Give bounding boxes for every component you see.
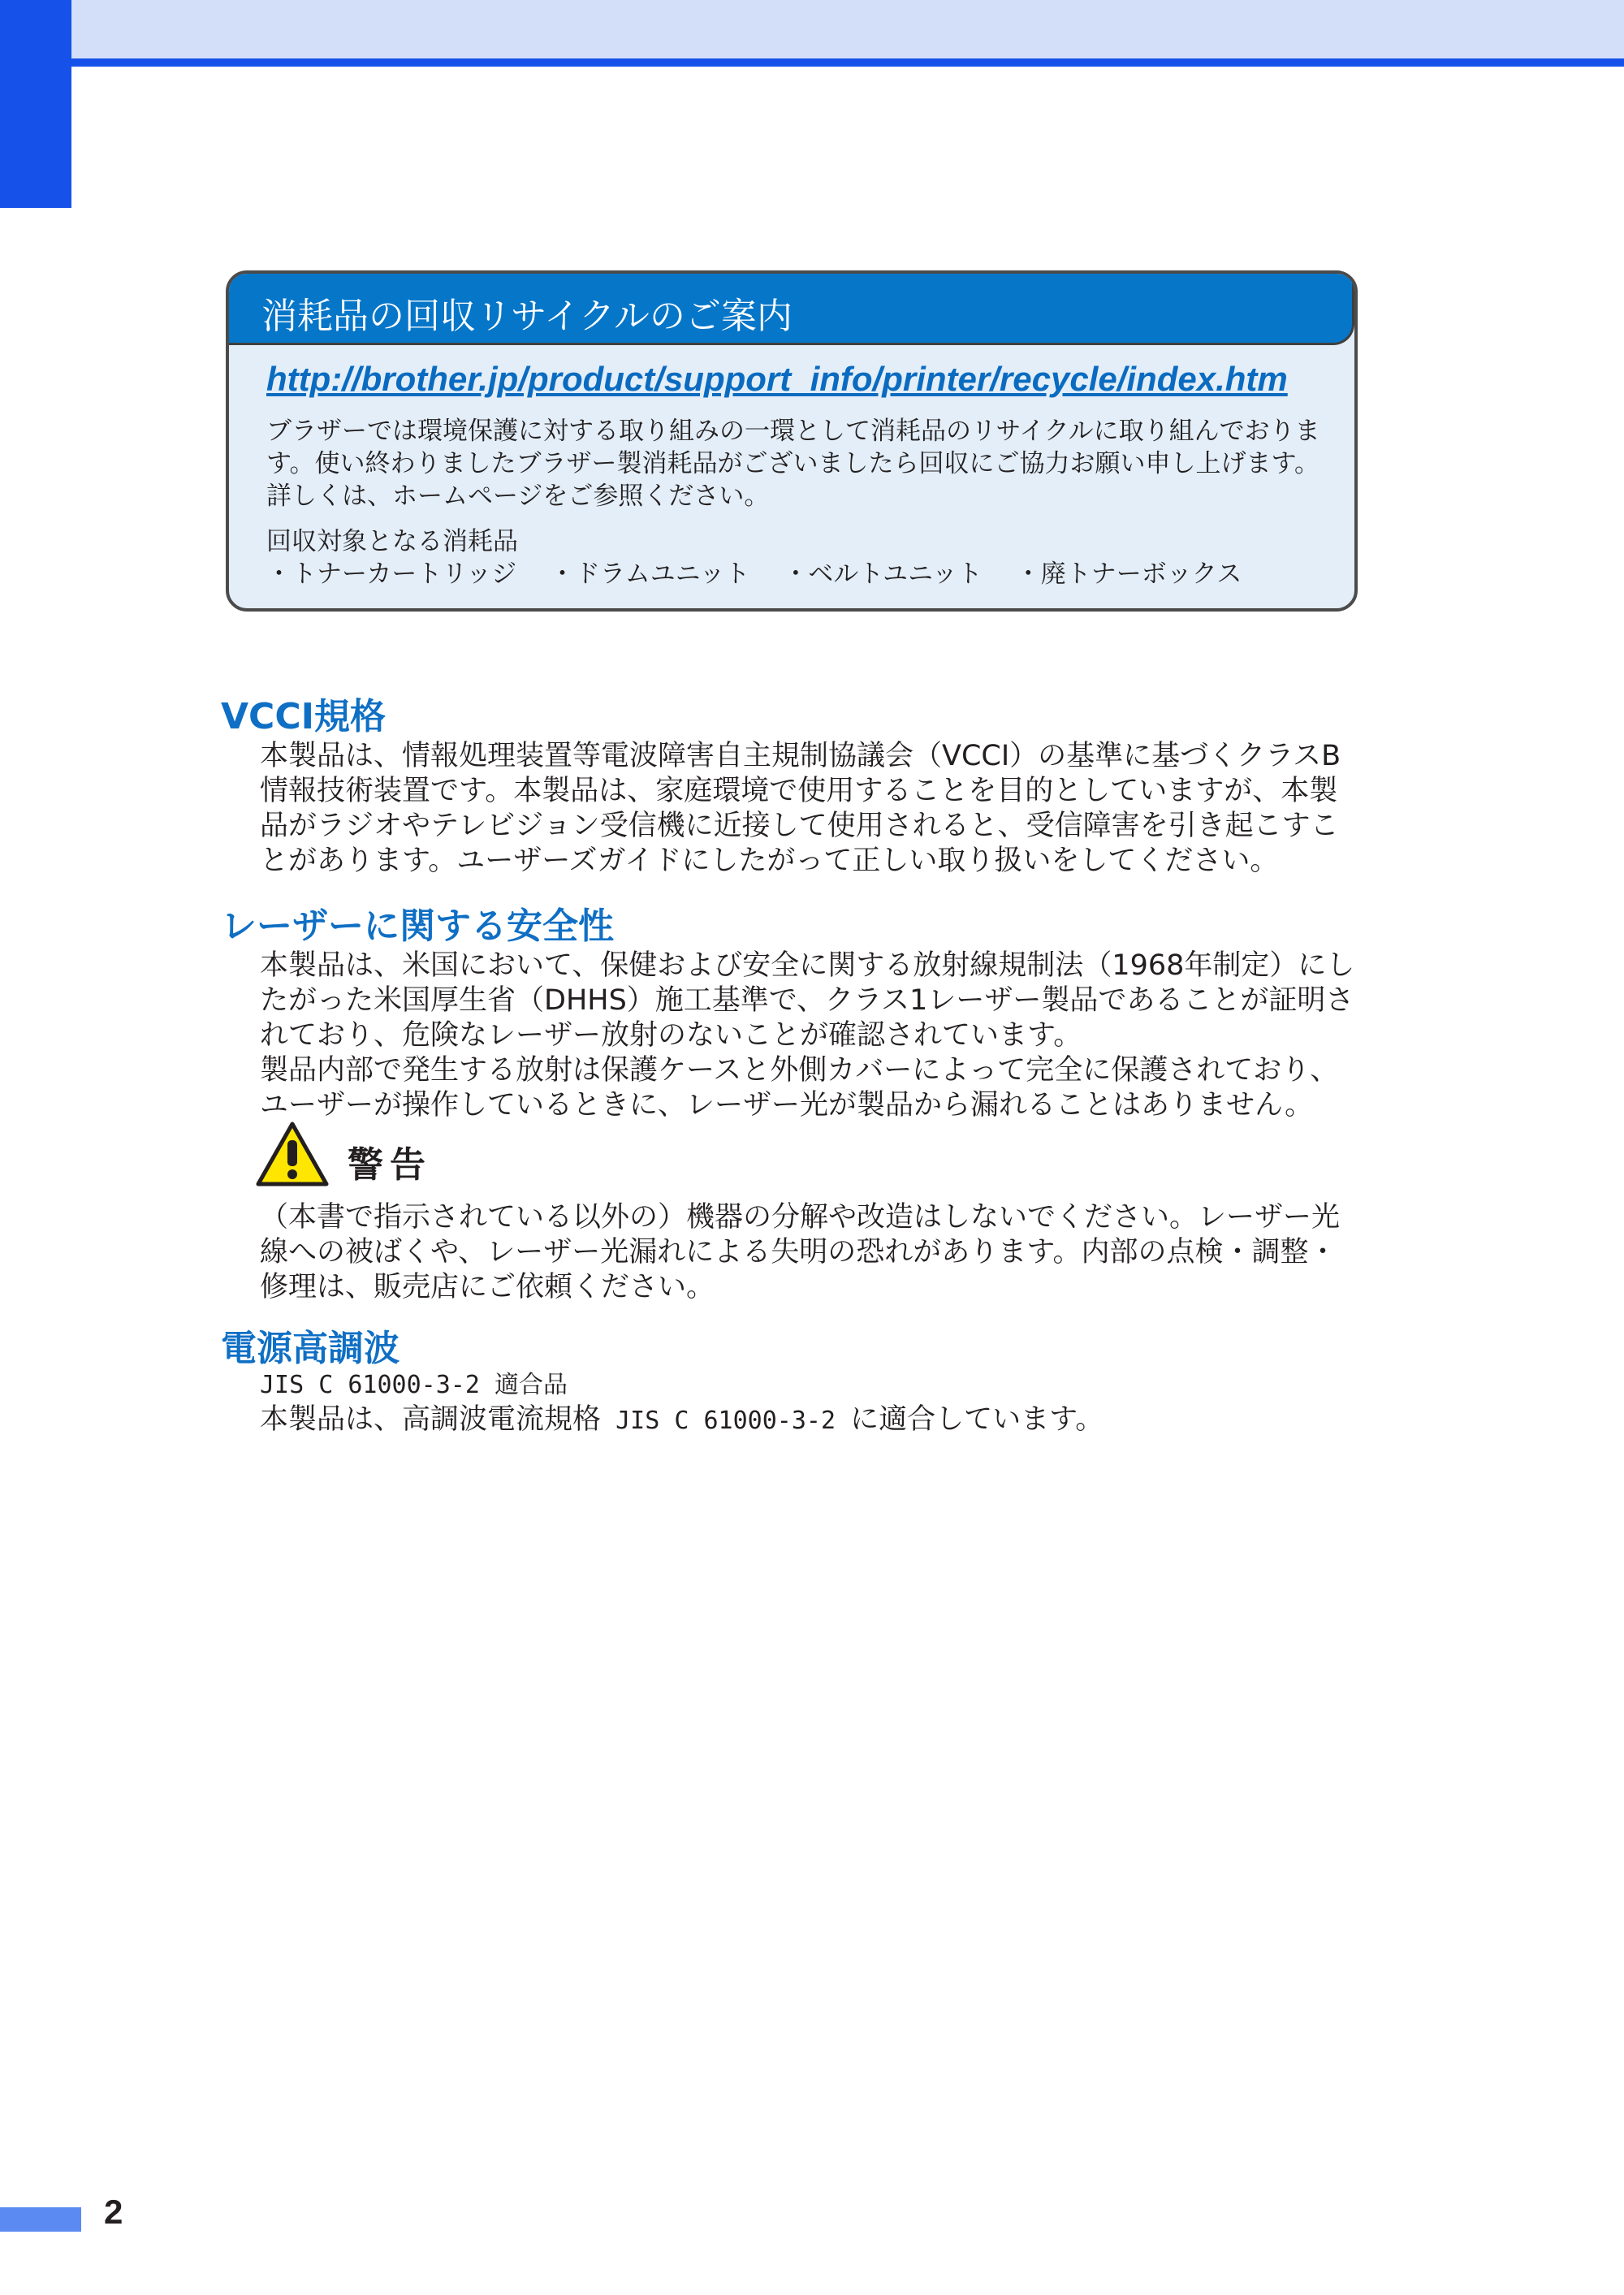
recycle-title: 消耗品の回収リサイクルのご案内 [261, 296, 793, 337]
page-number-bar [0, 2207, 81, 2232]
recycle-info-box [226, 270, 1358, 612]
warning-icon [255, 1121, 330, 1187]
chapter-tab [0, 0, 71, 208]
recycle-item: ・廃トナーボックス [1015, 560, 1242, 589]
harmonics-compliance-line: JIS C 61000-3-2 適合品 [260, 1371, 568, 1399]
laser-safety-text: 本製品は、米国において、保健および安全に関する放射線規制法（1968年制定）にしたがった米国厚生省（DHHS）施工基準で、クラス1レーザー製品であることが証明されており、危険なレーザー放射のないことが確認されています。 [260, 949, 1355, 1052]
harmonics-statement-prefix: 本製品は、高調波電流規格 [260, 1403, 602, 1436]
header-rule [71, 58, 1624, 67]
recycle-description: ブラザーでは環境保護に対する取り組みの一環として消耗品のリサイクルに取り組んでおります。使い終わりましたブラザー製消耗品がございましたら回収にご協力お願い申し上げます。詳しくは、ホームページをご参照ください。 [266, 417, 1320, 511]
recycle-url-link[interactable]: http://brother.jp/product/support_info/printer/recycle/index.htm [266, 360, 1288, 398]
recycle-item: ・ドラムユニット [550, 560, 750, 589]
laser-safety-text: 製品内部で発生する放射は保護ケースと外側カバーによって完全に保護されており、ユーザーが操作しているときに、レーザー光が製品から漏れることはありません。 [260, 1054, 1339, 1122]
vcci-text: 本製品は、情報処理装置等電波障害自主規制協議会（VCCI）の基準に基づくクラスB情報技術装置です。本製品は、家庭環境で使用することを目的としていますが、本製品がラジオやテレビジョン受信機に近接して使用されると、受信障害を引き起こすことがあります。ユーザーズガイドにしたがって正しい取り扱いをしてください。 [260, 740, 1341, 877]
harmonics-statement-suffix: に適合しています。 [850, 1403, 1104, 1436]
recycle-item: ・ベルトユニット [783, 560, 983, 589]
laser-safety-heading: レーザーに関する安全性 [221, 905, 614, 947]
recycle-items-label: 回収対象となる消耗品 [266, 527, 518, 556]
header-band [0, 0, 1624, 65]
warning-text: （本書で指示されている以外の）機器の分解や改造はしないでください。レーザー光線への被ばくや、レーザー光漏れによる失明の恐れがあります。内部の点検・調整・修理は、販売店にご依頼ください。 [260, 1201, 1341, 1303]
harmonics-heading: 電源高調波 [221, 1328, 400, 1369]
recycle-item: ・トナーカートリッジ [266, 560, 517, 589]
recycle-header [229, 274, 1354, 345]
page-number: 2 [104, 2193, 123, 2231]
warning-label: 警告 [348, 1144, 432, 1186]
harmonics-standard-code: JIS C 61000-3-2 [601, 1407, 851, 1435]
harmonics-body [260, 1368, 1364, 1438]
harmonics-statement [260, 1402, 1364, 1438]
laser-safety-body [260, 949, 1364, 1123]
vcci-heading: VCCI規格 [221, 696, 387, 737]
recycle-items-list [266, 558, 1242, 590]
